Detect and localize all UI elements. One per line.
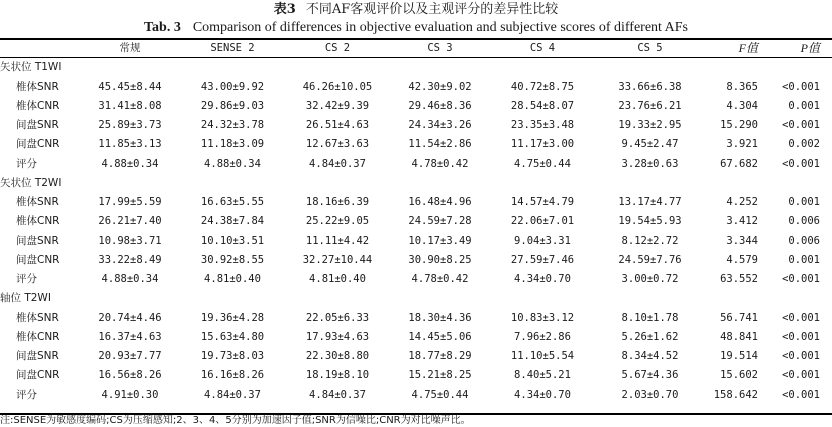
cell-p-value: <0.001: [782, 350, 820, 362]
table-row: [0, 251, 832, 270]
cell-cs5: 33.66±6.38: [618, 80, 682, 93]
cell-cs2: 17.93±4.63: [305, 330, 370, 343]
cell-cs3: 18.30±4.36: [408, 311, 472, 324]
cell-p-value: 0.001: [788, 196, 820, 208]
cell-sense2: 24.32±3.78: [200, 119, 265, 131]
row-label: 评分: [16, 157, 37, 170]
row-label: 椎体SNR: [16, 311, 59, 324]
cell-cs5: 5.26±1.62: [621, 330, 679, 343]
cell-f-value: 63.552: [720, 273, 758, 285]
table-title-english: Comparison of differences in objective evaluation and subjective scores of different AFs: [192, 20, 689, 35]
header-cell-cs4: CS 4: [529, 42, 556, 54]
cell-cs2: 32.42±9.39: [305, 99, 370, 112]
cell-cs5: 8.12±2.72: [621, 234, 679, 247]
cell-cs2: 4.81±0.40: [309, 273, 366, 285]
comparison-table: [0, 39, 832, 405]
row-label: 评分: [16, 388, 37, 401]
cell-cs2: 11.11±4.42: [305, 234, 370, 247]
cell-routine: 20.93±7.77: [98, 350, 162, 362]
table-row: [0, 347, 832, 366]
cell-cs3: 4.75±0.44: [411, 388, 469, 401]
cell-routine: 26.21±7.40: [98, 215, 162, 228]
cell-sense2: 19.73±8.03: [200, 350, 265, 362]
cell-cs5: 9.45±2.47: [621, 138, 679, 151]
header-row: [0, 39, 832, 58]
cell-cs4: 11.10±5.54: [510, 350, 575, 362]
cell-cs4: 14.57±4.79: [510, 196, 575, 208]
cell-p-value: <0.001: [782, 311, 820, 324]
header-cell-cs3: CS 3: [427, 42, 453, 54]
cell-sense2: 4.88±0.34: [204, 157, 261, 170]
cell-routine: 20.74±4.46: [98, 311, 162, 324]
section-header-row: [0, 289, 832, 308]
cell-cs5: 8.10±1.78: [621, 311, 679, 324]
table-row: [0, 193, 832, 212]
table-number-english: Tab. 3: [143, 20, 181, 35]
cell-f-value: 48.841: [720, 330, 758, 343]
header-cell-blank: [0, 39, 80, 58]
cell-cs2: 12.67±3.63: [305, 138, 370, 151]
table-row: [0, 155, 832, 174]
row-label: 椎体SNR: [16, 80, 59, 93]
cell-f-value: 67.682: [720, 157, 758, 170]
cell-sense2: 11.18±3.09: [200, 138, 265, 151]
cell-sense2: 4.84±0.37: [204, 388, 261, 401]
cell-cs4: 40.72±8.75: [510, 80, 575, 93]
table-row: [0, 116, 832, 135]
cell-cs3: 11.54±2.86: [408, 138, 472, 151]
cell-cs3: 29.46±8.36: [408, 99, 472, 112]
cell-cs4: 4.75±0.44: [514, 157, 571, 170]
cell-sense2: 43.00±9.92: [200, 80, 265, 93]
cell-cs5: 5.67±4.36: [621, 369, 679, 382]
table-row: [0, 270, 832, 289]
section-header-row: [0, 58, 832, 77]
cell-cs4: 7.96±2.86: [514, 330, 571, 343]
cell-routine: 4.88±0.34: [101, 157, 159, 170]
cell-cs5: 24.59±7.76: [618, 253, 682, 266]
header-cell-routine: 常规: [119, 42, 141, 54]
cell-cs3: 18.77±8.29: [408, 350, 472, 362]
cell-cs4: 4.34±0.70: [514, 273, 571, 285]
cell-routine: 45.45±8.44: [98, 80, 162, 93]
cell-p-value: <0.001: [782, 119, 820, 131]
cell-sense2: 10.10±3.51: [200, 234, 265, 247]
cell-p-value: <0.001: [782, 157, 820, 170]
cell-cs3: 16.48±4.96: [408, 196, 472, 208]
cell-cs3: 4.78±0.42: [411, 157, 469, 170]
cell-f-value: 3.412: [726, 215, 758, 228]
cell-sense2: 29.86±9.03: [200, 99, 265, 112]
table-row: [0, 97, 832, 116]
cell-cs2: 4.84±0.37: [309, 157, 366, 170]
table-row: [0, 366, 832, 385]
cell-sense2: 4.81±0.40: [204, 273, 261, 285]
row-label: 间盘CNR: [16, 138, 60, 151]
cell-cs3: 10.17±3.49: [408, 234, 472, 247]
cell-routine: 25.89±3.73: [98, 119, 162, 131]
cell-routine: 16.37±4.63: [98, 330, 162, 343]
cell-cs5: 2.03±0.70: [621, 388, 679, 401]
cell-cs4: 9.04±3.31: [514, 234, 571, 247]
cell-f-value: 158.642: [713, 388, 758, 401]
cell-sense2: 16.63±5.55: [200, 196, 265, 208]
cell-cs2: 18.19±8.10: [305, 369, 370, 382]
cell-p-value: 0.002: [788, 138, 820, 151]
header-cell-cs2: CS 2: [324, 42, 351, 54]
table-row: [0, 135, 832, 154]
cell-cs5: 3.00±0.72: [621, 273, 679, 285]
cell-routine: 16.56±8.26: [98, 369, 162, 382]
cell-f-value: 4.252: [726, 196, 758, 208]
cell-cs3: 4.78±0.42: [411, 273, 469, 285]
cell-cs5: 19.54±5.93: [618, 215, 682, 228]
cell-cs3: 14.45±5.06: [408, 330, 472, 343]
cell-cs4: 28.54±8.07: [510, 99, 575, 112]
cell-routine: 4.88±0.34: [101, 273, 159, 285]
cell-cs3: 42.30±9.02: [408, 80, 472, 93]
table-caption-chinese: [0, 2, 832, 18]
cell-p-value: 0.001: [788, 253, 820, 266]
cell-routine: 4.91±0.30: [101, 388, 159, 401]
cell-cs5: 19.33±2.95: [618, 119, 682, 131]
header-cell-p-value: P值: [800, 41, 820, 55]
header-cell-cs5: CS 5: [637, 42, 663, 54]
cell-cs2: 22.05±6.33: [305, 311, 370, 324]
cell-f-value: 15.290: [720, 119, 758, 131]
cell-cs5: 13.17±4.77: [618, 196, 682, 208]
cell-sense2: 19.36±4.28: [200, 311, 265, 324]
cell-cs3: 15.21±8.25: [408, 369, 472, 382]
cell-cs3: 30.90±8.25: [408, 253, 472, 266]
cell-cs2: 18.16±6.39: [305, 196, 370, 208]
row-label: 椎体SNR: [16, 196, 59, 208]
cell-cs4: 4.34±0.70: [514, 388, 571, 401]
cell-cs5: 3.28±0.63: [621, 157, 679, 170]
header-cell-f-value: F值: [738, 41, 758, 55]
cell-cs5: 8.34±4.52: [621, 350, 679, 362]
cell-cs2: 32.27±10.44: [302, 253, 373, 266]
cell-p-value: <0.001: [782, 369, 820, 382]
cell-f-value: 3.344: [726, 234, 758, 247]
cell-f-value: 4.579: [726, 253, 758, 266]
cell-routine: 10.98±3.71: [98, 234, 162, 247]
cell-p-value: <0.001: [782, 330, 820, 343]
table-caption-english: [0, 19, 832, 36]
row-label: 评分: [16, 273, 37, 285]
cell-f-value: 3.921: [726, 138, 758, 151]
table-row: [0, 78, 832, 97]
row-label: 间盘CNR: [16, 253, 60, 266]
table-row: [0, 386, 832, 405]
cell-sense2: 24.38±7.84: [200, 215, 265, 228]
cell-sense2: 16.16±8.26: [200, 369, 265, 382]
cell-cs4: 27.59±7.46: [510, 253, 575, 266]
row-label: 椎体CNR: [16, 330, 60, 343]
cell-cs2: 26.51±4.63: [305, 119, 370, 131]
cell-cs3: 24.34±3.26: [408, 119, 472, 131]
cell-sense2: 15.63±4.80: [200, 330, 265, 343]
row-label: 间盘SNR: [16, 119, 59, 131]
cell-cs4: 23.35±3.48: [510, 119, 575, 131]
table-row: [0, 212, 832, 231]
cell-p-value: 0.006: [788, 234, 820, 247]
section-title: 轴位 T2WI: [0, 292, 51, 305]
cell-f-value: 4.304: [726, 99, 758, 112]
cell-sense2: 30.92±8.55: [200, 253, 265, 266]
row-label: 间盘CNR: [16, 369, 60, 382]
cell-cs5: 23.76±6.21: [618, 99, 682, 112]
cell-cs4: 22.06±7.01: [510, 215, 575, 228]
row-label: 椎体CNR: [16, 99, 60, 112]
cell-cs4: 11.17±3.00: [510, 138, 575, 151]
table-row: [0, 309, 832, 328]
cell-p-value: 0.006: [788, 215, 820, 228]
cell-routine: 11.85±3.13: [98, 138, 162, 151]
cell-cs4: 8.40±5.21: [514, 369, 571, 382]
row-label: 间盘SNR: [16, 350, 59, 362]
table-footnote: 注:SENSE为敏感度编码;CS为压缩感知;2、3、4、5分别为加速因子值;SNR为信噪比;CNR为对比噪声比。: [0, 415, 471, 426]
cell-f-value: 15.602: [720, 369, 758, 382]
section-title: 矢状位 T1WI: [0, 61, 62, 74]
cell-routine: 17.99±5.59: [98, 196, 162, 208]
cell-cs4: 10.83±3.12: [510, 311, 575, 324]
cell-p-value: <0.001: [782, 388, 820, 401]
table-body: [0, 58, 832, 405]
row-label: 间盘SNR: [16, 234, 59, 247]
section-header-row: [0, 174, 832, 193]
section-title: 矢状位 T2WI: [0, 176, 62, 189]
table-row: [0, 232, 832, 251]
cell-f-value: 56.741: [720, 311, 758, 324]
cell-p-value: <0.001: [782, 273, 820, 285]
cell-cs2: 46.26±10.05: [302, 80, 373, 93]
header-cell-sense2: SENSE 2: [210, 42, 255, 54]
table-row: [0, 328, 832, 347]
table-number-chinese: 表3: [273, 2, 296, 17]
cell-f-value: 19.514: [720, 350, 758, 362]
cell-p-value: 0.001: [788, 99, 820, 112]
cell-routine: 31.41±8.08: [98, 99, 162, 112]
cell-cs2: 22.30±8.80: [305, 350, 370, 362]
cell-cs2: 25.22±9.05: [305, 215, 370, 228]
table-title-chinese: 不同AF客观评价以及主观评分的差异性比较: [305, 2, 559, 17]
cell-cs3: 24.59±7.28: [408, 215, 472, 228]
cell-p-value: <0.001: [782, 80, 820, 93]
row-label: 椎体CNR: [16, 215, 60, 228]
cell-routine: 33.22±8.49: [98, 253, 162, 266]
cell-cs2: 4.84±0.37: [309, 388, 366, 401]
cell-f-value: 8.365: [726, 80, 758, 93]
